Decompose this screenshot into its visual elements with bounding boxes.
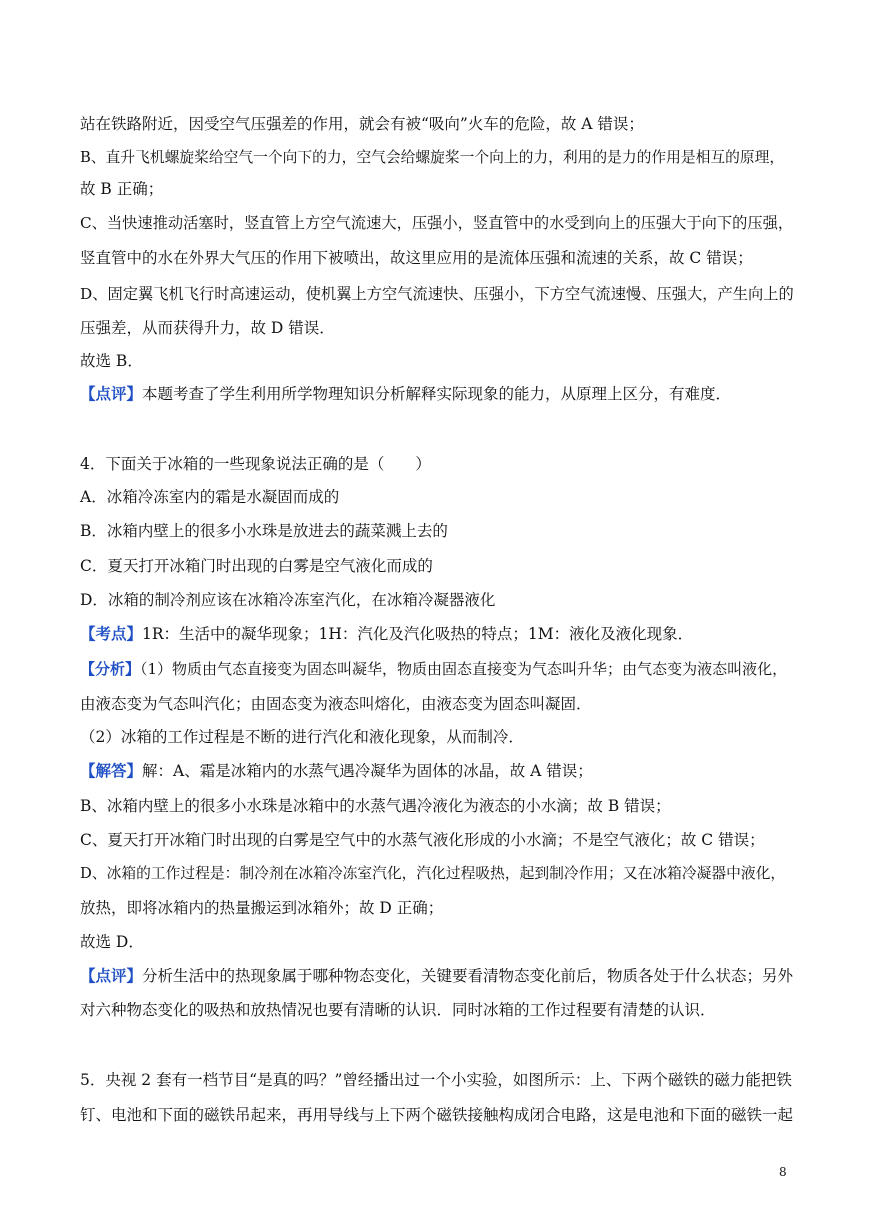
jieda-line <box>80 761 795 781</box>
text-line: 放热，即将冰箱内的热量搬运到冰箱外；故 D 正确； <box>80 899 444 917</box>
fenxi-tag: 【分析】 <box>80 660 141 678</box>
question-4-option-d: D．冰箱的制冷剂应该在冰箱冷冻室汽化，在冰箱冷凝器液化 <box>80 591 496 609</box>
text-line: 对六种物态变化的吸热和放热情况也要有清晰的认识．同时冰箱的工作过程要有清楚的认识． <box>80 1001 716 1019</box>
fenxi-text: （1）物质由气态直接变为固态叫凝华，物质由固态直接变为气态叫升华；由气态变为液态叫液化， <box>140 660 788 678</box>
text-line: 压强差，从而获得升力，故 D 错误． <box>80 319 335 337</box>
text-line: 站在铁路附近，因受空气压强差的作用，就会有被“吸向”火车的危险，故 A 错误； <box>80 115 644 133</box>
question-4-option-a: A．冰箱冷冻室内的霜是水凝固而成的 <box>80 488 340 506</box>
text-line: （2）冰箱的工作过程是不断的进行汽化和液化现象，从而制冷． <box>80 728 524 746</box>
page-number: 8 <box>779 1165 787 1179</box>
text-line: 故 B 正确； <box>80 180 164 198</box>
kaodian-line <box>80 624 795 644</box>
fenxi-line <box>80 659 795 679</box>
dianping-text: 分析生活中的热现象属于哪种物态变化，关键要看清物态变化前后，物质各处于什么状态；另外 <box>142 967 794 985</box>
jieda-tag: 【解答】 <box>80 761 143 780</box>
question-5-stem: 5．央视 2 套有一档节目“是真的吗？”曾经播出过一个小实验，如图所示：上、下两个磁铁的磁力能把铁 <box>80 1071 792 1089</box>
jieda-text: 解：A、霜是冰箱内的水蒸气遇冷凝华为固体的冰晶，故 A 错误； <box>142 762 593 780</box>
question-4-option-b: B．冰箱内壁上的很多小水珠是放进去的蔬菜溅上去的 <box>80 522 448 540</box>
review-line <box>80 384 795 404</box>
text-line: 钉、电池和下面的磁铁吊起来，再用导线与上下两个磁铁接触构成闭合电路，这是电池和下面的磁铁一起 <box>80 1106 794 1124</box>
dianping-tag: 【点评】 <box>80 966 143 985</box>
question-4-stem: 4．下面关于冰箱的一些现象说法正确的是（ ） <box>80 455 431 473</box>
dianping-line <box>80 966 795 986</box>
kaodian-tag: 【考点】 <box>80 624 143 643</box>
kaodian-text: 1R：生活中的凝华现象；1H：汽化及汽化吸热的特点；1M：液化及液化现象． <box>142 625 694 643</box>
text-line: B、冰箱内壁上的很多小水珠是冰箱中的水蒸气遇冷液化为液态的小水滴；故 B 错误； <box>80 797 671 815</box>
text-line: D、固定翼飞机飞行时高速运动，使机翼上方空气流速快、压强小，下方空气流速慢、压强大，产生向上的 <box>80 285 794 303</box>
question-4-option-c: C．夏天打开冰箱门时出现的白雾是空气液化而成的 <box>80 557 433 575</box>
text-line: 故选 D． <box>80 933 144 951</box>
text-line: C、当快速推动活塞时，竖直管上方空气流速大，压强小，竖直管中的水受到向上的压强大于向下的压强， <box>80 214 794 232</box>
text-line: B、直升飞机螺旋桨给空气一个向下的力，空气会给螺旋桨一个向上的力，利用的是力的作用是相互的原理， <box>80 149 785 166</box>
text-line: 故选 B． <box>80 352 143 370</box>
text-line: 由液态变为气态叫汽化；由固态变为液态叫熔化，由液态变为固态叫凝固． <box>80 695 592 713</box>
text-line: C、夏天打开冰箱门时出现的白雾是空气中的水蒸气液化形成的小水滴；不是空气液化；故 C 错误； <box>80 831 765 849</box>
text-line: D、冰箱的工作过程是：制冷剂在冰箱冷冻室汽化，汽化过程吸热，起到制冷作用；又在冰箱冷凝器中液化， <box>80 865 786 882</box>
review-tag: 【点评】 <box>80 384 143 403</box>
text-line: 竖直管中的水在外界大气压的作用下被喷出，故这里应用的是流体压强和流速的关系，故 C 错误； <box>80 249 753 267</box>
review-text: 本题考查了学生利用所学物理知识分析解释实际现象的能力，从原理上区分，有难度． <box>142 385 732 403</box>
